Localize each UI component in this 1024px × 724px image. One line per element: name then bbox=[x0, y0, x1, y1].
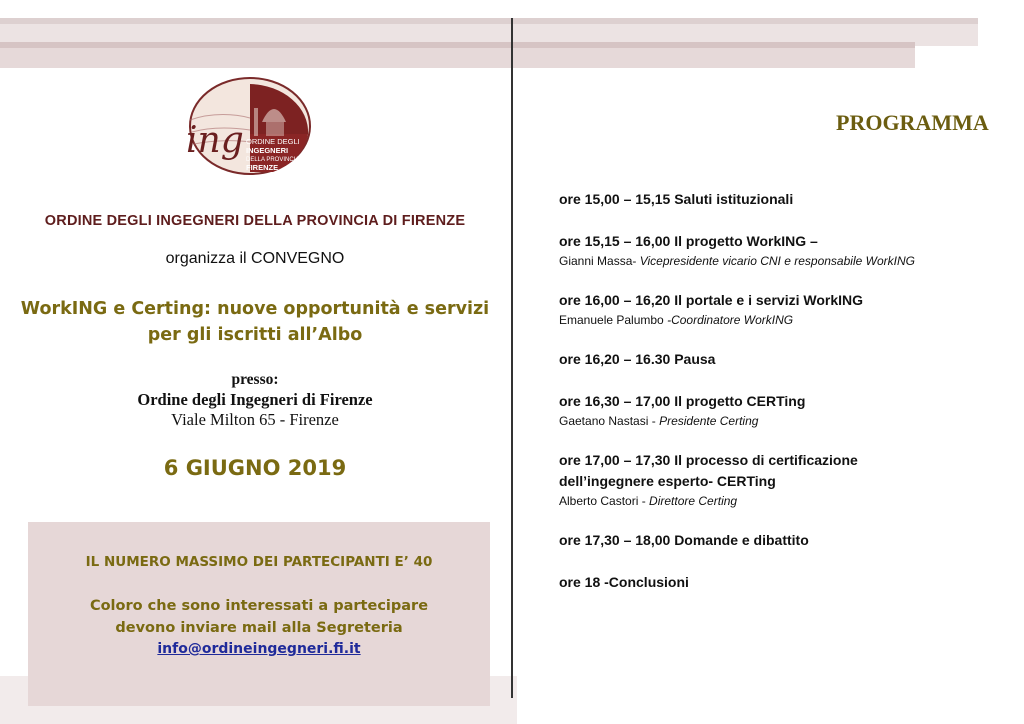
schedule-item bbox=[559, 349, 999, 370]
schedule-item-time-title: ore 17,30 – 18,00 Domande e dibattito bbox=[559, 532, 809, 548]
schedule-item-time-title: ore 18 -Conclusioni bbox=[559, 574, 689, 590]
svg-text:ing: ing bbox=[186, 120, 244, 161]
ordine-ingegneri-logo bbox=[178, 74, 314, 186]
svg-text:FIRENZE: FIRENZE bbox=[246, 163, 279, 172]
second-decorative-band-shade bbox=[0, 42, 915, 48]
venue-name: Ordine degli Ingegneri di Firenze bbox=[137, 390, 373, 409]
schedule-item bbox=[559, 189, 999, 210]
event-date: 6 GIUGNO 2019 bbox=[163, 456, 347, 480]
schedule-item bbox=[559, 231, 999, 270]
schedule-item-speaker bbox=[559, 412, 999, 430]
schedule-item-speaker bbox=[559, 252, 999, 270]
schedule-item-speaker bbox=[559, 492, 999, 510]
venue-address: Viale Milton 65 - Firenze bbox=[171, 410, 339, 429]
organization-name: ORDINE DEGLI INGEGNERI DELLA PROVINCIA DI FIRENZE bbox=[44, 213, 466, 229]
speaker-name: Emanuele Palumbo bbox=[559, 313, 664, 327]
schedule-item bbox=[559, 290, 999, 329]
schedule-item-time-title: ore 17,00 – 17,30 Il processo di certificazione bbox=[559, 452, 858, 468]
contact-instructions-line-2: devono inviare mail alla Segreteria bbox=[115, 620, 403, 636]
venue-label: presso: bbox=[231, 371, 279, 388]
svg-text:DELLA PROVINCIA DI: DELLA PROVINCIA DI bbox=[246, 157, 307, 163]
event-title-line-2: per gli iscritti all’Albo bbox=[147, 325, 363, 345]
svg-text:ORDINE DEGLI: ORDINE DEGLI bbox=[246, 137, 300, 146]
schedule-item-time-title: ore 16,30 – 17,00 Il progetto CERTing bbox=[559, 393, 806, 409]
participation-notice-box bbox=[28, 522, 490, 706]
speaker-role: Presidente Certing bbox=[659, 414, 759, 428]
speaker-role: -Coordinatore WorkING bbox=[667, 313, 794, 327]
schedule-item-time-title: ore 16,20 – 16.30 Pausa bbox=[559, 351, 716, 367]
organizes-caption: organizza il CONVEGNO bbox=[165, 250, 345, 267]
schedule-item bbox=[559, 530, 999, 551]
programme-title: PROGRAMMA bbox=[836, 110, 989, 135]
email-link[interactable]: info@ordineingegneri.fi.it bbox=[157, 641, 361, 657]
schedule-item-time-title: ore 15,00 – 15,15 Saluti istituzionali bbox=[559, 191, 794, 207]
schedule-item-time-title: ore 16,00 – 16,20 Il portale e i servizi WorkING bbox=[559, 292, 864, 308]
contact-instructions-line-1: Coloro che sono interessati a partecipare bbox=[89, 598, 429, 614]
top-decorative-band-shade bbox=[0, 18, 978, 24]
speaker-name: Gianni Massa- bbox=[559, 254, 637, 268]
schedule-item-title-continued: dell’ingegnere esperto- CERTing bbox=[559, 473, 776, 489]
event-title-line-1: WorkING e Certing: nuove opportunità e servizi bbox=[20, 299, 490, 319]
schedule-item-speaker bbox=[559, 311, 999, 329]
speaker-name: Alberto Castori - bbox=[559, 494, 646, 508]
vertical-divider bbox=[511, 18, 513, 698]
schedule-item bbox=[559, 391, 999, 430]
max-participants-text: IL NUMERO MASSIMO DEI PARTECIPANTI E’ 40 bbox=[85, 554, 433, 570]
speaker-name: Gaetano Nastasi - bbox=[559, 414, 656, 428]
svg-text:INGEGNERI: INGEGNERI bbox=[246, 146, 289, 155]
schedule-item-time-title: ore 15,15 – 16,00 Il progetto WorkING – bbox=[559, 233, 818, 249]
speaker-role: Vicepresidente vicario CNI e responsabile WorkING bbox=[639, 254, 915, 268]
event-title bbox=[20, 296, 490, 348]
schedule-item bbox=[559, 450, 999, 510]
schedule-item bbox=[559, 572, 999, 593]
speaker-role: Direttore Certing bbox=[649, 494, 738, 508]
